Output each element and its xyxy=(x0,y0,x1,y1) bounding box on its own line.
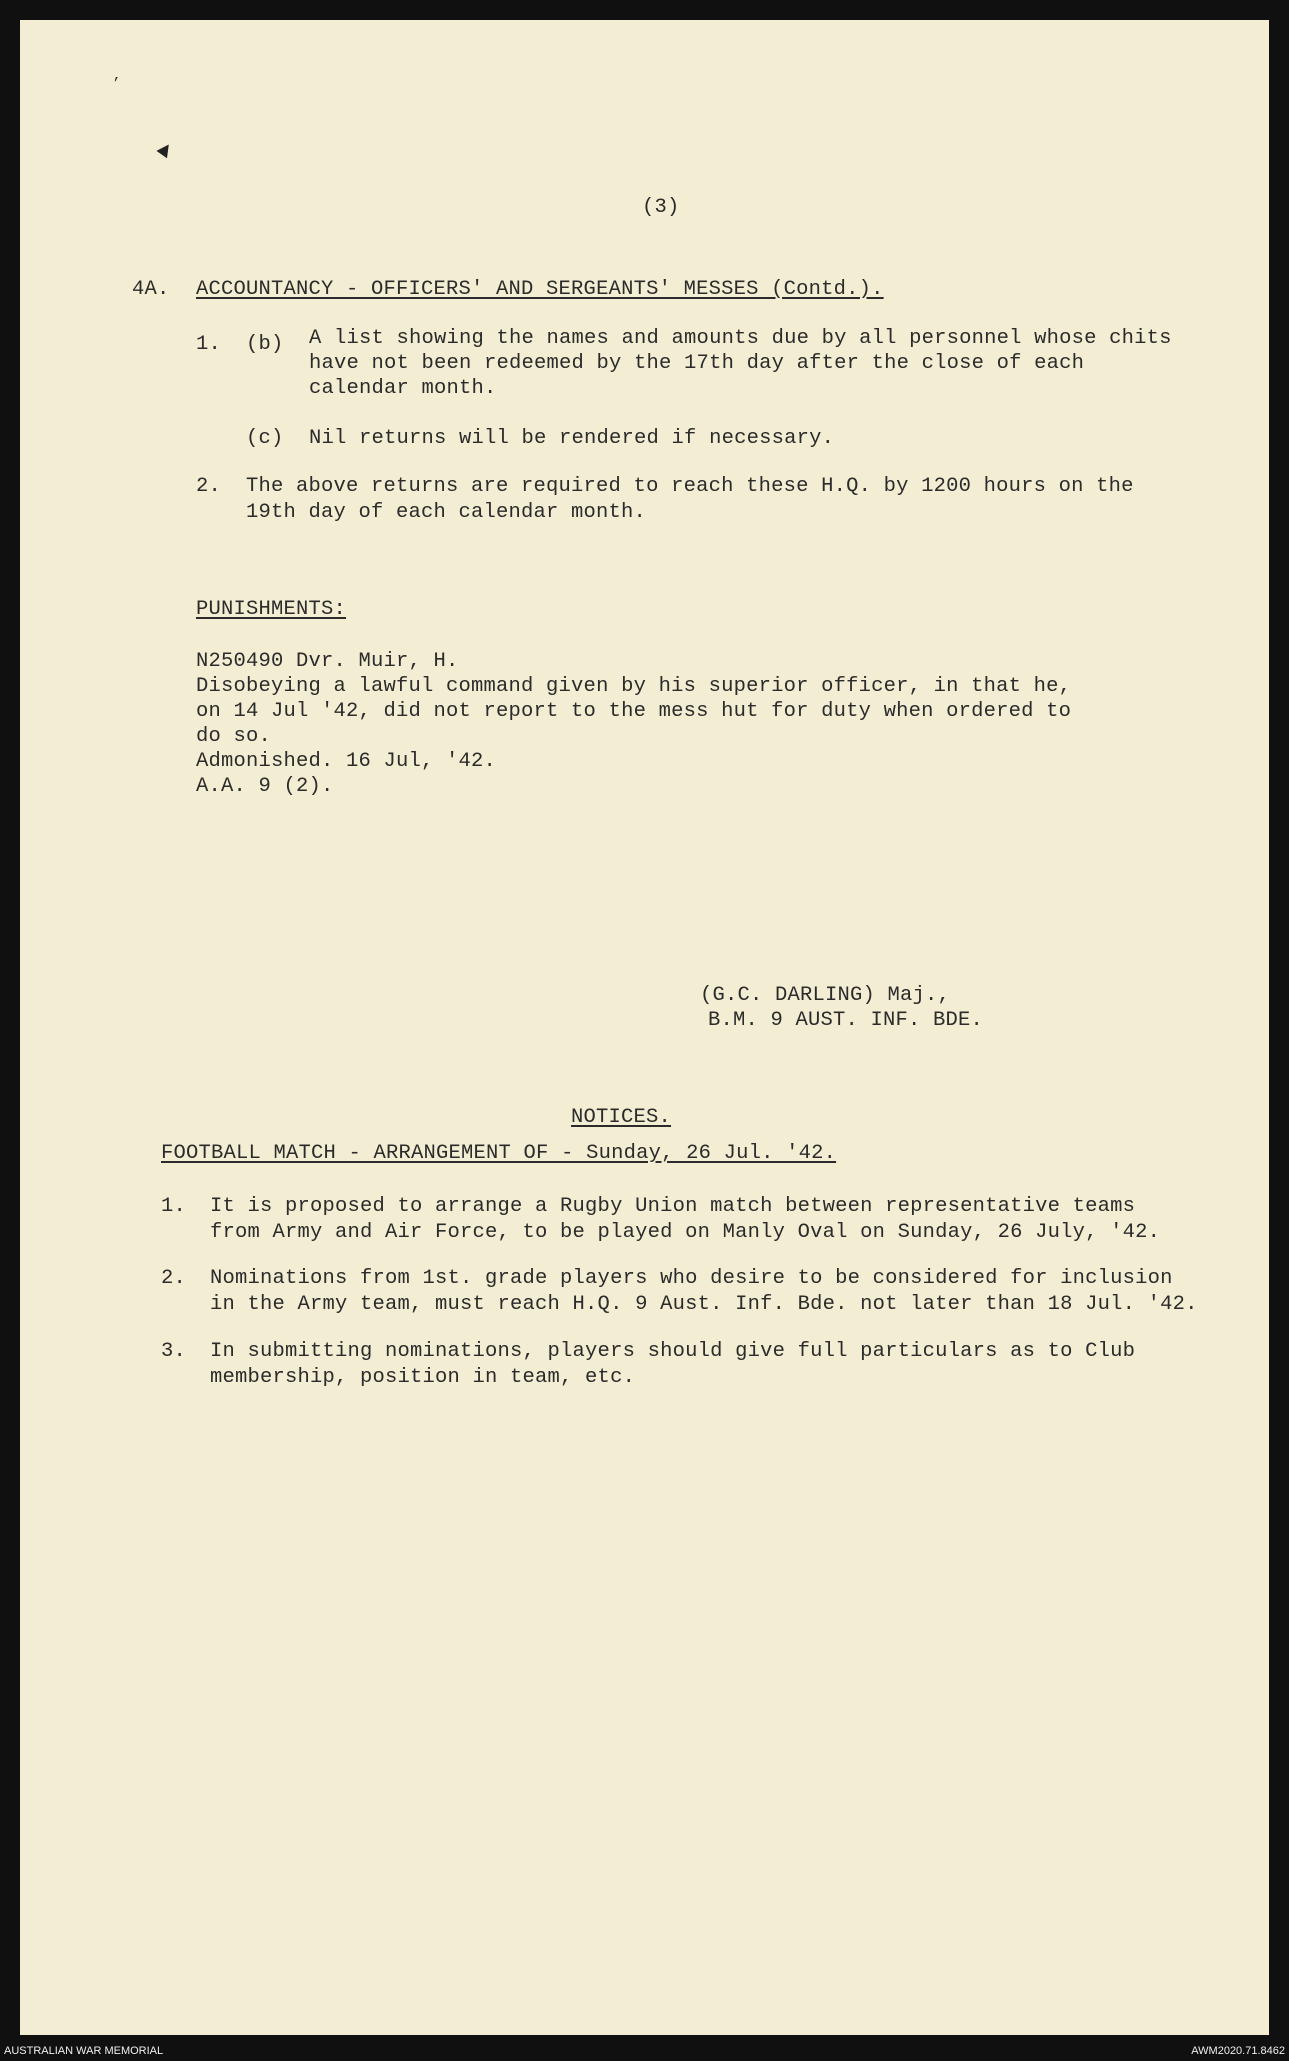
punishments-line: do so. xyxy=(196,725,272,748)
staple-mark: ▲ xyxy=(152,136,178,165)
notice-3-number: 3. xyxy=(161,1340,187,1363)
item-1b-marker: (b) xyxy=(246,333,284,356)
footer-credit: AUSTRALIAN WAR MEMORIAL xyxy=(4,2045,164,2057)
punishments-line: Disobeying a lawful command given by his superior officer, in that he, xyxy=(196,675,1072,698)
item-2-line: The above returns are required to reach these H.Q. by 1200 hours on the xyxy=(246,475,1134,498)
notice-1-line: It is proposed to arrange a Rugby Union match between representative teams xyxy=(210,1195,1136,1218)
punishments-line: Admonished. 16 Jul, '42. xyxy=(196,750,497,773)
punishments-heading: PUNISHMENTS: xyxy=(196,598,347,621)
item-1b-line: have not been redeemed by the 17th day after the close of each xyxy=(309,352,1085,375)
signature-name: (G.C. DARLING) Maj., xyxy=(700,984,951,1007)
section-title: ACCOUNTANCY - OFFICERS' AND SERGEANTS' MESSES (Contd.). xyxy=(196,278,884,301)
notices-subheading: FOOTBALL MATCH - ARRANGEMENT OF - Sunday, 26 Jul. '42. xyxy=(161,1142,837,1165)
signature-title: B.M. 9 AUST. INF. BDE. xyxy=(708,1009,984,1032)
document-page xyxy=(20,20,1269,2035)
item-2-number: 2. xyxy=(196,475,222,498)
notice-2-line: Nominations from 1st. grade players who desire to be considered for inclusion xyxy=(210,1267,1173,1290)
punishments-line: A.A. 9 (2). xyxy=(196,775,334,798)
punishments-line: on 14 Jul '42, did not report to the mess hut for duty when ordered to xyxy=(196,700,1072,723)
item-2-line: 19th day of each calendar month. xyxy=(246,501,647,524)
notice-1-line: from Army and Air Force, to be played on Manly Oval on Sunday, 26 July, '42. xyxy=(210,1221,1161,1244)
item-1c-marker: (c) xyxy=(246,427,284,450)
notice-1-number: 1. xyxy=(161,1195,187,1218)
item-1b-line: calendar month. xyxy=(309,377,497,400)
stray-ink-mark: ’ xyxy=(112,76,121,92)
notice-3-line: membership, position in team, etc. xyxy=(210,1366,636,1389)
item-1c-text: Nil returns will be rendered if necessary. xyxy=(309,427,835,450)
item-1-number: 1. xyxy=(196,333,222,356)
notice-2-number: 2. xyxy=(161,1267,187,1290)
notice-2-line: in the Army team, must reach H.Q. 9 Aust. Inf. Bde. not later than 18 Jul. '42. xyxy=(210,1293,1198,1316)
footer-accession-number: AWM2020.71.8462 xyxy=(1191,2045,1285,2057)
notice-3-line: In submitting nominations, players should give full particulars as to Club xyxy=(210,1340,1136,1363)
notices-heading: NOTICES. xyxy=(571,1106,672,1129)
item-1b-line: A list showing the names and amounts due by all personnel whose chits xyxy=(309,327,1172,350)
section-prefix: 4A. xyxy=(132,278,170,301)
punishments-line: N250490 Dvr. Muir, H. xyxy=(196,650,459,673)
page-number: (3) xyxy=(642,196,680,219)
